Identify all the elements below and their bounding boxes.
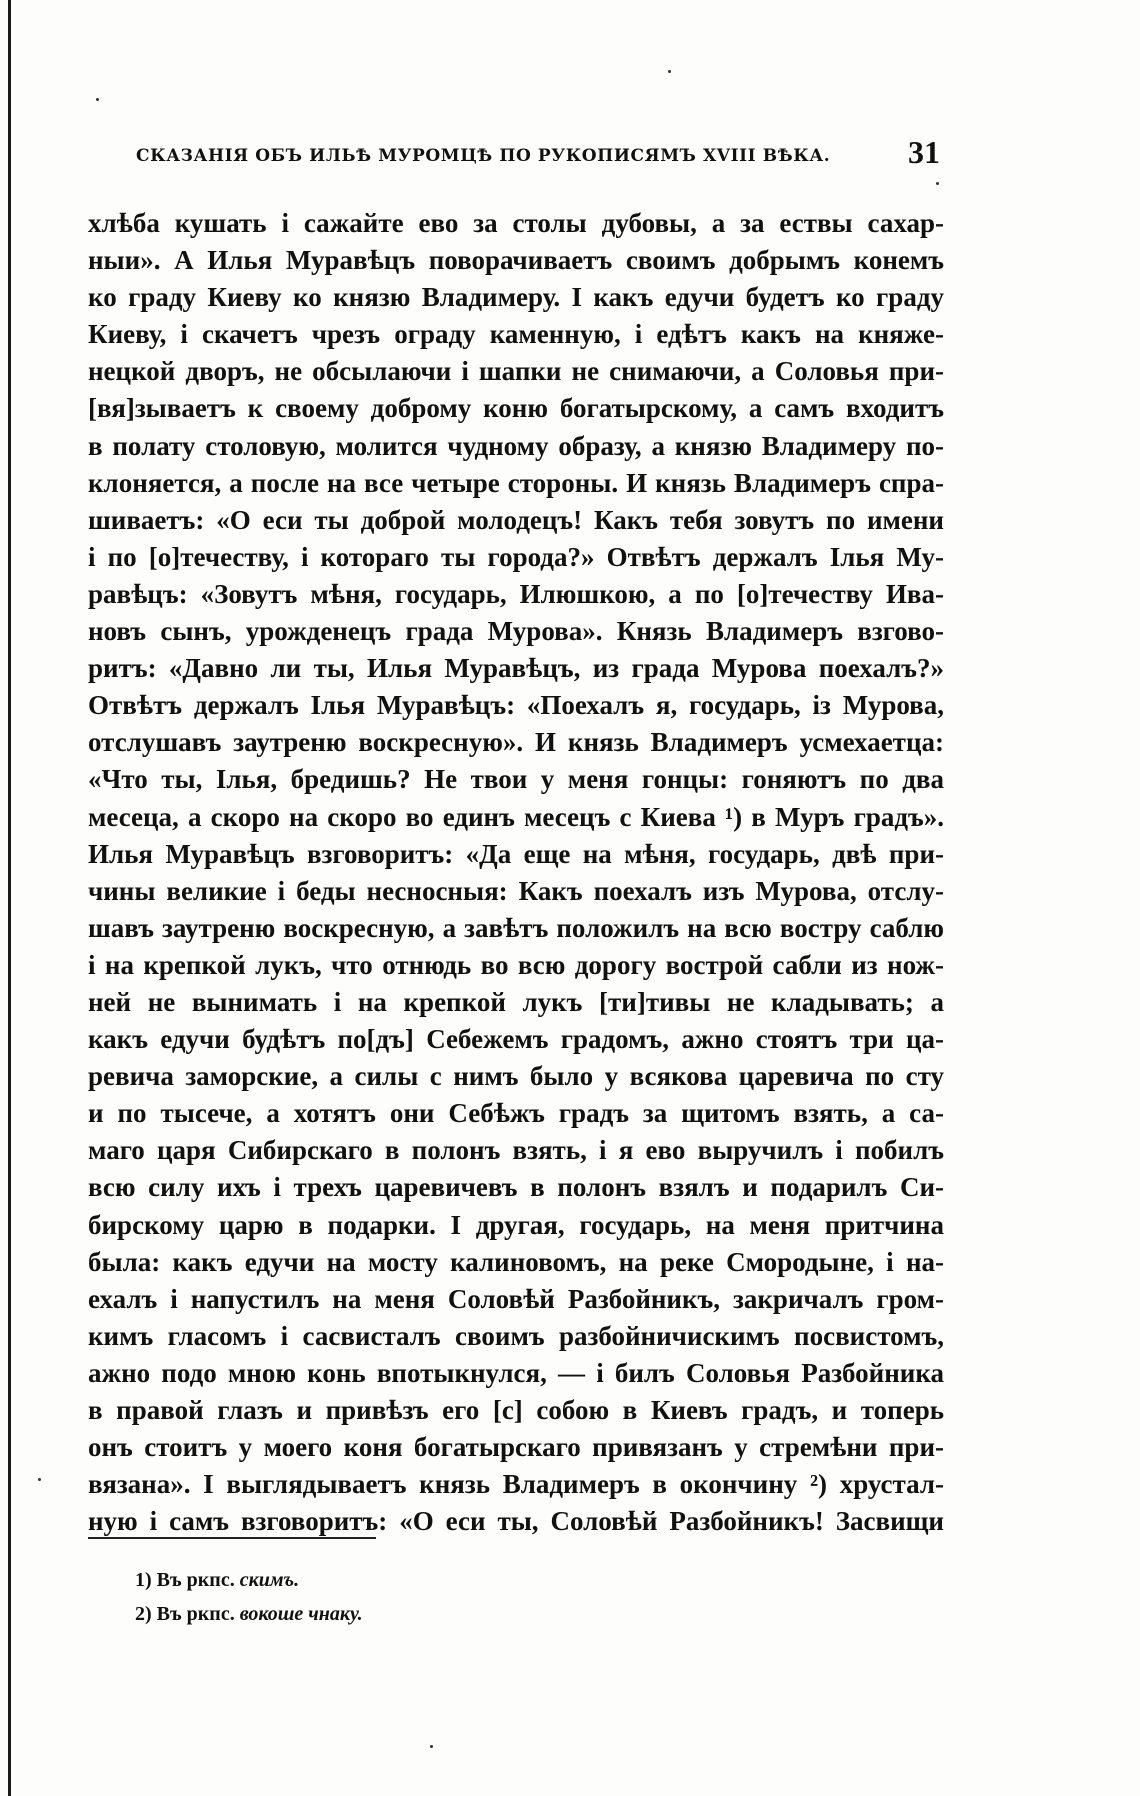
- binding-edge: [8, 0, 11, 1796]
- footnote-marker: 1) Въ ркпс.: [135, 1569, 235, 1591]
- text-line: какъ едучи будѣтъ по[дъ] Себежемъ градомъ, ажно стоятъ три ца-: [88, 1024, 944, 1055]
- footnote: [135, 1563, 735, 1597]
- text-line: отслушавъ заутреню воскресную». И князь Владимеръ усмехаетца:: [88, 727, 944, 758]
- scan-speck: [430, 1745, 433, 1748]
- text-line: нецкой дворъ, не обсылаючи і шапки не снимаючи, а Соловья при-: [88, 356, 944, 387]
- text-line: чины великие і беды несносныя: Какъ поехалъ изъ Мурова, отслу-: [88, 875, 944, 906]
- text-line: ажно подо мною конь впотыкнулся, — і билъ Соловья Разбойника: [88, 1357, 944, 1388]
- text-line: клоняется, а после на все четыре стороны. И князь Владимеръ спра-: [88, 467, 944, 498]
- text-line: ехалъ і напустилъ на меня Соловѣй Разбойникъ, закричалъ гром-: [88, 1283, 944, 1314]
- text-line: ныи». А Илья Муравѣцъ поворачиваетъ своимъ добрымъ конемъ: [88, 245, 944, 276]
- text-line: ней не вынимать і на крепкой лукъ [ти]тивы не кладывать; а: [88, 986, 944, 1017]
- text-line: равѣцъ: «Зовутъ мѣня, государь, Илюшкою, а по [о]течеству Ива-: [88, 578, 944, 609]
- text-line: шавъ заутреню воскресную, а завѣтъ положилъ на всю востру саблю: [88, 912, 944, 943]
- footnotes: [135, 1563, 735, 1631]
- text-line: была: какъ едучи на мосту калиновомъ, на реке Смородыне, і на-: [88, 1246, 944, 1277]
- text-line: бирскому царю в подарки. І другая, государь, на меня притчина: [88, 1209, 944, 1240]
- text-line: онъ стоитъ у моего коня богатырскаго привязанъ у стремѣни при-: [88, 1432, 944, 1463]
- text-line: новъ сынъ, урожденецъ града Мурова». Князь Владимеръ взгово-: [88, 616, 944, 647]
- scan-speck: [936, 182, 939, 185]
- text-line: месеца, а скоро на скоро во единъ месецъ с Киева ¹) в Муръ градъ».: [88, 801, 944, 832]
- footnote-text: скимъ.: [239, 1569, 300, 1591]
- body-text: [88, 205, 944, 1540]
- text-line: кимъ гласомъ і сасвисталъ своимъ разбойничискимъ посвистомъ,: [88, 1320, 944, 1351]
- text-line: «Что ты, Ілья, бредишь? Не твои у меня гонцы: гоняютъ по два: [88, 764, 944, 795]
- text-line: шиваетъ: «О еси ты доброй молодецъ! Какъ тебя зовутъ по имени: [88, 504, 944, 535]
- running-title: СКАЗАНІЯ ОБЪ ИЛЬѢ МУРОМЦѢ ПО РУКОПИСЯМЪ XVIII ВѢКА.: [136, 146, 831, 166]
- scan-speck: [96, 98, 99, 101]
- text-line: Киеву, і скачетъ чрезъ ограду каменную, і едѣтъ какъ на княже-: [88, 319, 944, 350]
- scan-speck: [38, 1478, 41, 1481]
- text-line: вязана». І выглядываетъ князь Владимеръ в окончину ²) хрустал-: [88, 1469, 944, 1500]
- text-line: Илья Муравѣцъ взговоритъ: «Да еще на мѣня, государь, двѣ при-: [88, 838, 944, 869]
- text-line: ко граду Киеву ко князю Владимеру. І какъ едучи будетъ ко граду: [88, 282, 944, 313]
- text-line: ритъ: «Давно ли ты, Илья Муравѣцъ, из града Мурова поехалъ?»: [88, 653, 944, 684]
- footnote-text: вокоше чнаку.: [239, 1603, 363, 1625]
- footnote-marker: 2) Въ ркпс.: [135, 1603, 235, 1625]
- text-line: і по [о]течеству, і котораго ты города?» Отвѣтъ держалъ Ілья Му-: [88, 541, 944, 572]
- text-line: и по тысече, а хотятъ они Себѣжъ градъ за щитомъ взять, а са-: [88, 1098, 944, 1129]
- footnote-divider: [88, 1537, 376, 1539]
- page-number: 31: [908, 134, 940, 170]
- text-line: всю силу ихъ і трехъ царевичевъ в полонъ взялъ и подарилъ Си-: [88, 1172, 944, 1203]
- text-line: [вя]зываетъ к своему доброму коню богатырскому, а самъ входитъ: [88, 393, 944, 424]
- text-line: маго царя Сибирскаго в полонъ взять, і я ево выручилъ і побилъ: [88, 1135, 944, 1166]
- text-line: в полату столовую, молится чудному образу, а князю Владимеру по-: [88, 430, 944, 461]
- text-line: Отвѣтъ держалъ Ілья Муравѣцъ: «Поехалъ я, государь, із Мурова,: [88, 690, 944, 721]
- text-line: хлѣба кушать і сажайте ево за столы дубовы, а за ествы сахар-: [88, 208, 944, 238]
- page-header: [128, 134, 948, 178]
- text-line: ревича заморские, а силы с нимъ было у всякова царевича по сту: [88, 1061, 944, 1092]
- text-line: і на крепкой лукъ, что отнюдь во всю дорогу вострой сабли из нож-: [88, 949, 944, 980]
- scan-speck: [668, 70, 671, 73]
- text-line: ную і самъ взговоритъ: «О еси ты, Соловѣй Разбойникъ! Засвищи: [88, 1506, 944, 1537]
- footnote: [135, 1597, 735, 1631]
- text-line: в правой глазъ и привѣзъ его [с] собою в Киевъ градъ, и топерь: [88, 1395, 944, 1425]
